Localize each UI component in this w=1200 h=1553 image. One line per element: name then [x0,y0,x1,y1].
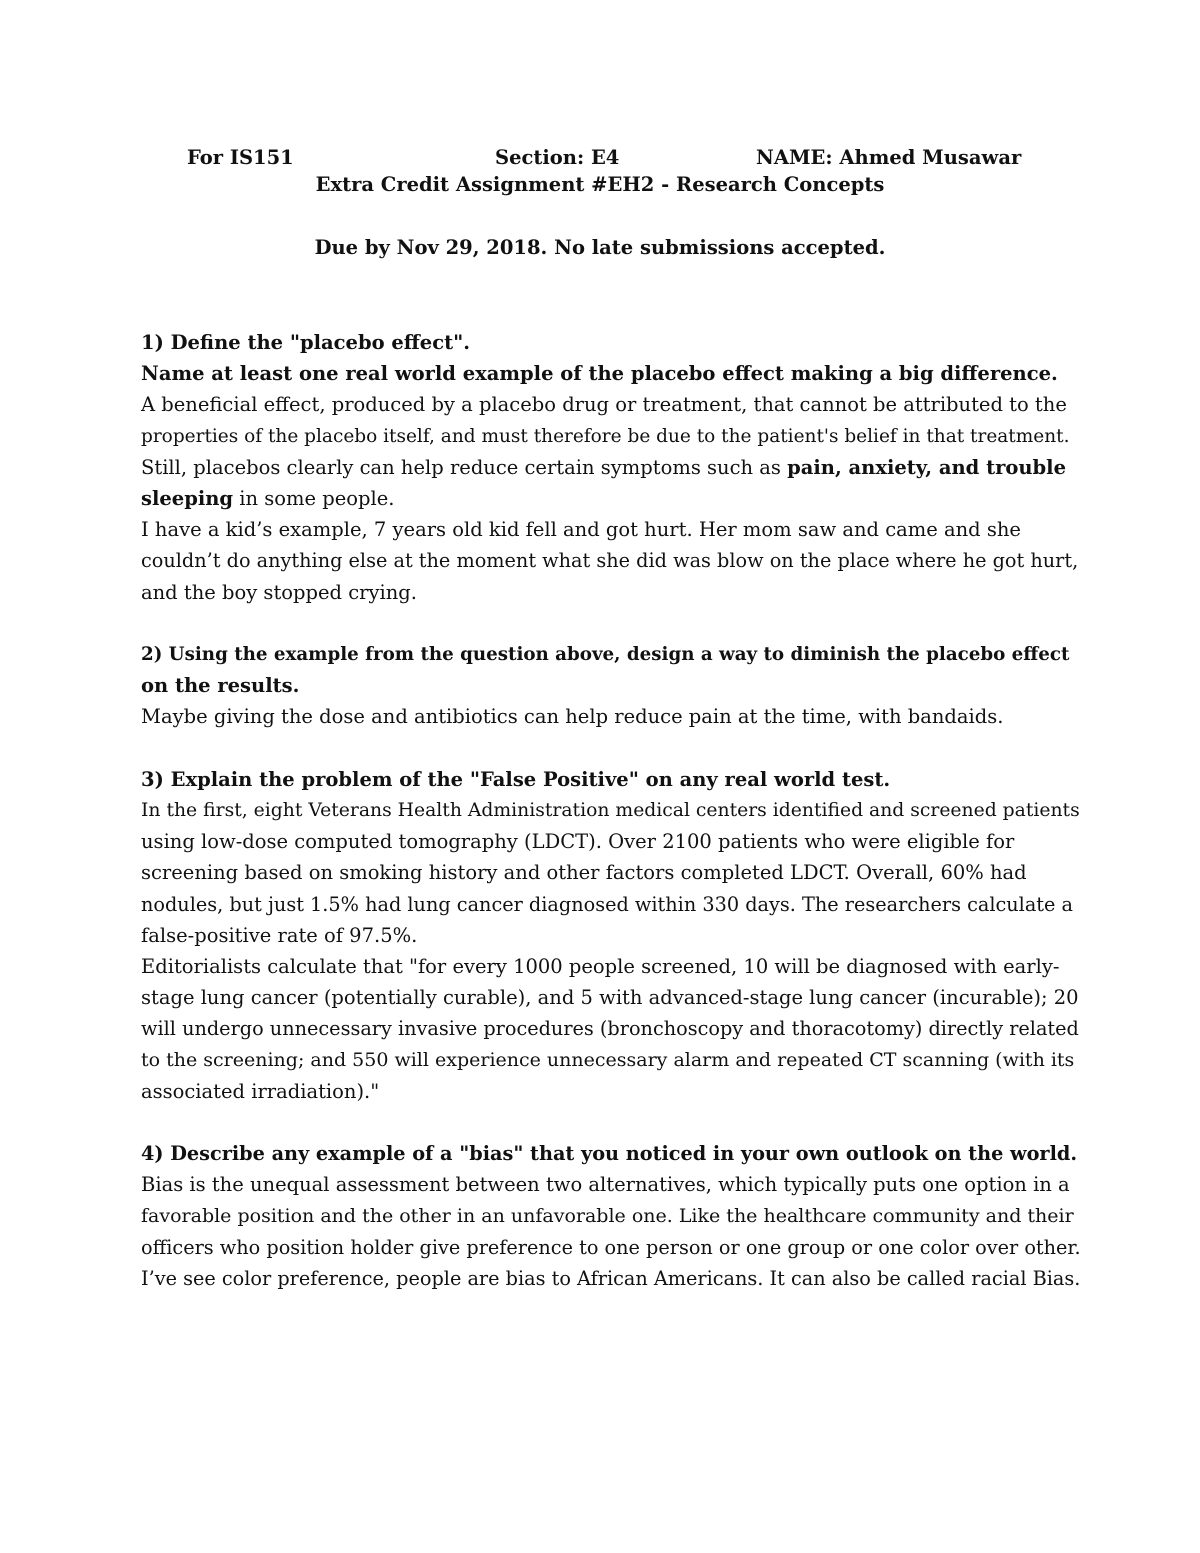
answer-3-line: Editorialists calculate that "for every 1000 people screened, 10 will be diagnosed with early- [141,955,1060,979]
answer-3-line: to the screening; and 550 will experience unnecessary alarm and repeated CT scanning (with its [141,1048,1075,1071]
answer-1-line-1: A beneficial effect, produced by a placebo drug or treatment, that cannot be attributed to the [141,393,1067,417]
answer-4-line: I’ve see color preference, people are bias to African Americans. It can also be called racial Bias. [141,1267,1081,1291]
question-1-line-1: 1) Define the "placebo effect". [141,331,471,354]
answer-4-line: officers who position holder give preference to one person or one group or one color over other. [141,1235,1081,1259]
answer-3-line: In the first, eight Veterans Health Administration medical centers identified and screened patients [141,800,1080,822]
document-body [141,327,1081,1294]
answer-1-line-2: properties of the placebo itself, and must therefore be due to the patient's belief in that treatment. [141,425,1070,447]
answer-1-line-6: couldn’t do anything else at the moment what she did was blow on the place where he got hurt, [141,549,1079,573]
answer-1-line-3-text: Still, placebos clearly can help reduce certain symptoms such as [141,455,788,479]
answer-4-line: favorable position and the other in an unfavorable one. Like the healthcare community and their [141,1204,1074,1227]
course-label: For IS151 [187,146,294,169]
answer-3-line: nodules, but just 1.5% had lung cancer diagnosed within 330 days. The researchers calculate a [141,892,1074,916]
answer-1-line-5: I have a kid’s example, 7 years old kid fell and got hurt. Her mom saw and came and she [141,518,1021,542]
spacer [141,733,1081,764]
answer-2-line-1: Maybe giving the dose and antibiotics can help reduce pain at the time, with bandaids. [141,705,1004,729]
answer-1-symptom-sleeping: sleeping [141,487,234,511]
answer-3-line: associated irradiation)." [141,1079,380,1103]
spacer [141,608,1081,639]
answer-3-line: using low-dose computed tomography (LDCT). Over 2100 patients who were eligible for [141,830,1015,854]
due-date: Due by Nov 29, 2018. No late submissions accepted. [314,236,886,259]
answer-3-line: false-positive rate of 97.5%. [141,923,418,947]
answer-1-line-7: and the boy stopped crying. [141,580,417,604]
question-1-line-2: Name at least one real world example of the placebo effect making a big difference. [141,362,1058,386]
question-2-line-1: 2) Using the example from the question above, design a way to diminish the placebo effect [141,644,1070,666]
assignment-title: Extra Credit Assignment #EH2 - Research Concepts [315,173,885,196]
section-label: Section: E4 [495,146,620,169]
answer-1-line-3 [141,452,1081,483]
answer-1-line-4-text: in some people. [233,487,395,511]
question-3-line-1: 3) Explain the problem of the "False Positive" on any real world test. [141,767,891,791]
spacer [141,1107,1081,1138]
student-name: NAME: Ahmed Musawar [756,146,1022,169]
answer-4-line: Bias is the unequal assessment between two alternatives, which typically puts one option in a [141,1173,1070,1197]
answer-3-line: stage lung cancer (potentially curable), and 5 with advanced-stage lung cancer (incurable); 20 [141,986,1079,1010]
answer-1-line-4 [141,483,1081,514]
question-2-line-2: on the results. [141,674,300,698]
question-4-line-1: 4) Describe any example of a "bias" that you noticed in your own outlook on the world. [141,1142,1078,1166]
answer-1-symptoms: pain, anxiety, and trouble [787,455,1066,479]
answer-3-line: screening based on smoking history and other factors completed LDCT. Overall, 60% had [141,861,1027,885]
answer-3-line: will undergo unnecessary invasive procedures (bronchoscopy and thoracotomy) directly related [141,1017,1079,1041]
